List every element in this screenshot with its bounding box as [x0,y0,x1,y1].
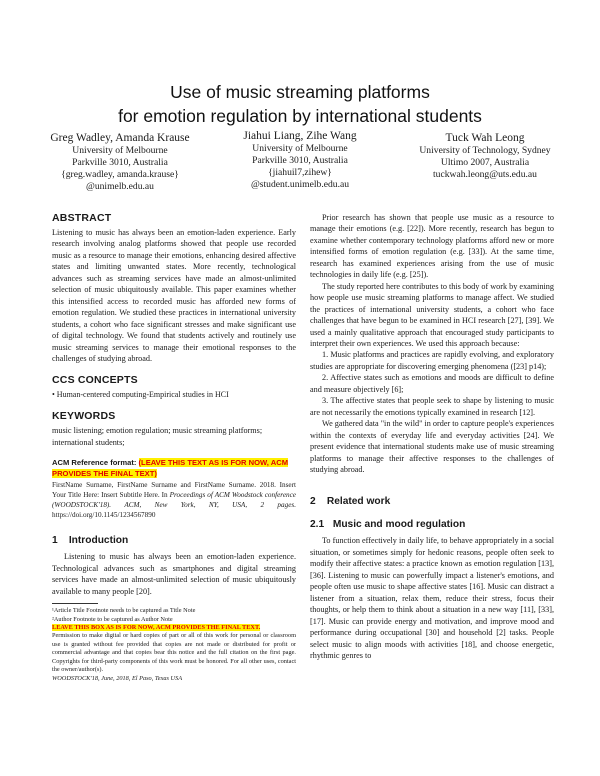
right-column [310,212,554,661]
author-address: Parkville 3010, Australia [252,155,348,166]
related-work-number: 2 [310,496,316,508]
subsection-number: 2.1 [310,519,325,531]
abstract-heading: ABSTRACT [52,212,112,224]
author-email-domain: @student.unimelb.edu.au [250,179,350,190]
keywords-heading: KEYWORDS [52,410,116,423]
list-item-2: 2. Affective states such as emotions and moods are difficult to define and measure objectively [6]; [310,373,554,394]
paper-title [0,80,600,128]
author-names: Jiahui Liang, Zihe Wang [243,130,357,142]
paragraph-wild: We gathered data "in the wild" in order to capture people's experiences within the contexts of everyday life and everyday activities [24]. We present evidence that international students make use of music streaming platforms to manage their affective responses to the challenges of studying abroad. [310,419,554,474]
footnote-rule [52,603,98,604]
acm-reference-format [52,458,296,479]
footnote-2: ²Author Footnote to be captured as Author Note [52,615,173,623]
permission-notice: Permission to make digital or hard copies of part or all of this work for personal or classroom use is granted without fee provided that copies are not made or distributed for profit or commercial advantage and that copies bear this notice and the full citation on the first page. Copyrights for third-party components of this work must be honored. For all other uses, contact the owner/author(s). [52,632,296,674]
ccs-text: • Human-centered computing-Empirical studies in HCI [52,390,229,400]
paragraph-prior-research: Prior research has shown that people use music as a resource to manage their emotions (e.g. [22]). More recently, research has begun to examine whether contemporary technology platforms afford new or more intensified forms of emotion regulation (e.g. [33]). At the same time, research has examined experiences arising from the use of music technologies in daily life (e.g. [25]). [310,213,554,280]
author-address: Parkville 3010, Australia [72,157,168,168]
intro-heading [52,534,296,547]
acm-reference-highlight: (LEAVE THIS TEXT AS IS FOR NOW, ACM PROVIDES THE FINAL TEXT) [52,458,289,478]
author-block-1 [40,131,200,193]
author-affiliation: University of Melbourne [72,145,168,156]
author-email: {greg.wadley, amanda.krause} [61,169,179,180]
ccs-heading: CCS CONCEPTS [52,374,138,387]
keywords-text: music listening; emotion regulation; music streaming platforms; international students; [52,426,263,447]
venue-line: WOODSTOCK'18, June, 2018, El Paso, Texas USA [52,674,183,682]
author-email: tuckwah.leong@uts.edu.au [433,169,537,180]
subsection-title: Music and mood regulation [332,519,466,531]
subsection-heading [310,518,554,531]
author-email-domain: @unimelb.edu.au [86,181,154,192]
author-block-2 [220,129,380,191]
author-block-3 [395,131,575,181]
author-names: Greg Wadley, Amanda Krause [50,132,190,144]
acm-reference-italic: Proceedings of ACM Woodstock conference (WOODSTOCK'18). ACM, New York, NY, USA, 2 pages. [52,491,296,509]
list-item-1: 1. Music platforms and practices are rapidly evolving, and exploratory studies are appropriate for discovering emerging phenomena ([23] p14); [310,350,554,371]
intro-number: 1 [52,535,58,547]
author-names: Tuck Wah Leong [445,132,525,144]
title-line-2: for emotion regulation by international students [118,106,482,126]
left-column [52,212,296,683]
author-address: Ultimo 2007, Australia [440,157,530,168]
intro-text: Listening to music has always been an emotion-laden experience. Technological advances such as smartphones and digital streaming services have made an almost-unlimited selection of music ubiquitously available to many people [20]. [52,552,296,596]
related-work-heading [310,495,554,508]
footnote-highlight: LEAVE THIS BOX AS IS FOR NOW, ACM PROVIDES THE FINAL TEXT. [52,624,261,632]
paragraph-study: The study reported here contributes to this body of work by examining how people use music streaming platforms to manage affect. We studied the practices of international university students, a cohort who face challenges that have begun to be examined in HCI research [27], [39]. We used a mainly qualitative approach that encouraged study participants to interpret their own experiences. We used this approach because: [310,281,554,348]
acm-reference-doi[interactable]: https://doi.org/10.1145/1234567890 [52,510,156,519]
acm-reference-label: ACM Reference format: [52,458,137,468]
author-affiliation: University of Technology, Sydney [419,145,551,156]
related-work-text: To function effectively in daily life, to behave appropriately in a social situation, or sometimes simply for hedonic reasons, people often seek to modify their affective states: a practice known as emotion regulation [13], [36]. Listening to music can powerfully impact a listener's emotions, and people often use music to shape affective states [16]. Music can distract a listener from a situation, relax them, reduce their stress, focus their thoughts, or help them to think about a situation in a new way [11], [33], [17]. Music can provide energy and motivation, and improve mood and performance during occupational [30] and household [2] tasks. People select music to align moods with activities [18], and choose energetic, rhythmic genres to [310,536,554,660]
list-item-3: 3. The affective states that people seek to shape by listening to music are not necessarily the emotions typically examined in research [12]. [310,396,554,417]
acm-reference-body [52,481,296,520]
abstract-text: Listening to music has always been an emotion-laden experience. Early research involving analog platforms showed that people use recorded music as a resource to manage their emotions, enhancing desired affective states and limiting unwanted states. More recently, technological advances such as streaming services have made an almost-unlimited selection of music ubiquitously available. This paper examines whether this intensified access to recorded music has afforded new forms of emotion regulation. We studied these practices in international university students, a cohort who face significant stresses and make significant use of digital technology. We found that students actively and routinely use music streaming services to manage their emotional responses to the challenges of studying abroad. [52,228,296,363]
footnote-1: ¹Article Title Footnote needs to be captured as Title Note [52,607,196,615]
acm-reference-plain: FirstName Surname, FirstName Surname and FirstName Surname. 2018. Insert Your Title Here: Insert Subtitle Here. In [52,481,296,500]
author-affiliation: University of Melbourne [252,143,348,154]
author-email: {jiahuil7,zihew} [268,167,332,178]
title-line-1: Use of music streaming platforms [170,82,430,102]
intro-title: Introduction [68,535,129,547]
related-work-title: Related work [326,496,391,508]
